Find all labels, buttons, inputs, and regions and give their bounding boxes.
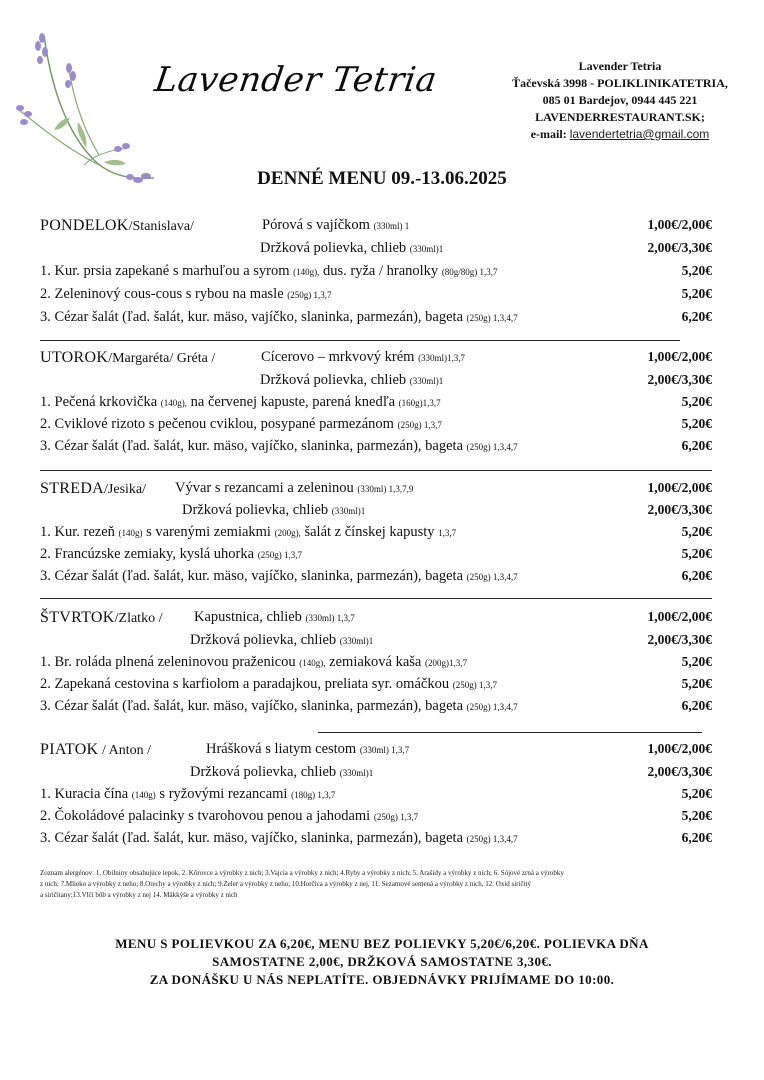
divider	[318, 732, 702, 733]
meal-price: 5,20€	[681, 546, 712, 561]
meal-price: 6,20€	[681, 698, 712, 713]
contact-email-line	[470, 126, 764, 143]
day-header-row	[40, 480, 712, 500]
divider	[40, 340, 680, 341]
divider	[40, 598, 712, 599]
meal-price: 5,20€	[681, 654, 712, 669]
meal-price: 6,20€	[681, 568, 712, 583]
meal-price: 6,20€	[681, 438, 712, 453]
meal-price: 5,20€	[681, 263, 712, 278]
meal-price: 5,20€	[681, 286, 712, 301]
meal-row: 1. Pečená krkovička (140g), na červenej kapuste, parená knedľa (160g)1,3,7 5,20€	[40, 394, 712, 410]
meal-row: 2. Čokoládové palacinky s tvarohovou penou a jahodami (250g) 1,3,7 5,20€	[40, 808, 712, 824]
soup-1: Vývar s rezancami a zeleninou (330ml) 1,3,7,9	[175, 480, 414, 496]
meal-row: 2. Zapekaná cestovina s karfiolom a paradajkou, preliata syr. omáčkou (250g) 1,3,7 5,20€	[40, 676, 712, 692]
day-name: PONDELOK	[40, 217, 129, 234]
day-header-row	[40, 349, 712, 369]
soup-2: Držková polievka, chlieb (330ml)1	[190, 632, 374, 648]
soup-2-row	[40, 372, 712, 392]
soup-1-price: 1,00€/2,00€	[647, 217, 712, 232]
menu-title: DENNÉ MENU 09.-13.06.2025	[257, 168, 507, 189]
meal-price: 5,20€	[681, 416, 712, 431]
soup-2-price: 2,00€/3,30€	[647, 764, 712, 779]
soup-2: Držková polievka, chlieb (330ml)1	[190, 764, 374, 780]
meal-price: 5,20€	[681, 808, 712, 823]
soup-1: Cícerovo – mrkvový krém (330ml)1,3,7	[261, 349, 466, 365]
day-names: /Stanislava/	[128, 219, 194, 234]
divider	[40, 470, 712, 471]
day-names: /Margaréta/ Gréta /	[108, 351, 216, 366]
day-name: UTOROK	[40, 349, 109, 366]
meal-price: 6,20€	[681, 309, 712, 324]
soup-2: Držková polievka, chlieb (330ml)1	[182, 502, 366, 518]
day-header-row	[40, 609, 712, 629]
day-header-row	[40, 741, 712, 761]
soup-2-price: 2,00€/3,30€	[647, 372, 712, 387]
meal-row: 3. Cézar šalát (ľad. šalát, kur. mäso, vajíčko, slaninka, parmezán), bageta (250g) 1,3,4,7 6,20€	[40, 830, 712, 846]
soup-1-price: 1,00€/2,00€	[647, 349, 712, 364]
soup-1: Pórová s vajíčkom (330ml) 1	[262, 217, 410, 233]
soup-1-price: 1,00€/2,00€	[647, 480, 712, 495]
day-name: STREDA	[40, 480, 105, 497]
meal-row: 1. Kur. prsia zapekané s marhuľou a syrom (140g), dus. ryža / hranolky (80g/80g) 1,3,7 5,20€	[40, 263, 712, 279]
meal-price: 5,20€	[681, 676, 712, 691]
allergen-list: Zoznam alergénov: 1. Obilniny obsahujúce lepok, 2. Kôrovce a výrobky z nich; 3.Vajcia a výrobky z nich; 4.Ryby a výrobky z nich; 5. Arašidy a výrobky z nich; 6. Sójové zrná a výrobky z nich; 7.Mlieko a výrobky z neho; 8.Orechy a výrobky z nich; 9.Zeler a výrobky z neho; 10.Horčica a výrobky z nej, 11. Sezamové semená a výrobky z nich, 12. Oxid siričitý a siričitany;13.Vlčí bôb a výrobky z nej 14. Mäkkýše a výrobky z nich	[40, 869, 564, 899]
soup-1-price: 1,00€/2,00€	[647, 609, 712, 624]
meal-row: 2. Cviklové rizoto s pečenou cviklou, posypané parmezánom (250g) 1,3,7 5,20€	[40, 416, 712, 432]
day-names: /Jesika/	[104, 482, 147, 497]
soup-2-price: 2,00€/3,30€	[647, 632, 712, 647]
soup-1: Kapustnica, chlieb (330ml) 1,3,7	[194, 609, 355, 625]
soup-2-price: 2,00€/3,30€	[647, 502, 712, 517]
day-names: /Zlatko /	[114, 611, 163, 626]
meal-row: 2. Zeleninový cous-cous s rybou na masle (250g) 1,3,7 5,20€	[40, 286, 712, 302]
day-name: ŠTVRTOK	[40, 609, 115, 626]
meal-row: 1. Br. roláda plnená zeleninovou praženicou (140g), zemiaková kaša (200g)1,3,7 5,20€	[40, 654, 712, 670]
soup-2-row	[40, 764, 712, 784]
contact-name: Lavender Tetria	[578, 59, 662, 73]
meal-price: 5,20€	[681, 394, 712, 409]
meal-row: 1. Kuracia čína (140g) s ryžovými rezancami (180g) 1,3,7 5,20€	[40, 786, 712, 802]
meal-price: 5,20€	[681, 786, 712, 801]
meal-row: 1. Kur. rezeň (140g) s varenými zemiakmi (200g), šalát z čínskej kapusty 1,3,7 5,20€	[40, 524, 712, 540]
soup-1-price: 1,00€/2,00€	[647, 741, 712, 756]
email-label: e-mail:	[530, 127, 567, 141]
meal-row: 3. Cézar šalát (ľad. šalát, kur. mäso, vajíčko, slaninka, parmezán), bageta (250g) 1,3,4,7 6,20€	[40, 309, 712, 325]
day-names: / Anton /	[102, 743, 152, 758]
contact-web: LAVENDERRESTAURANT.SK;	[535, 110, 705, 124]
contact-address: Ťačevská 3998 - POLIKLINIKATETRIA,	[512, 76, 728, 90]
day-header-row	[40, 217, 712, 237]
soup-2-row	[40, 502, 712, 522]
soup-2-row	[40, 632, 712, 652]
email-link[interactable]: lavendertetria@gmail.com	[569, 127, 710, 141]
soup-1: Hrášková s liatym cestom (330ml) 1,3,7	[206, 741, 410, 757]
soup-2-row	[40, 240, 712, 260]
meal-price: 5,20€	[681, 524, 712, 539]
meal-price: 6,20€	[681, 830, 712, 845]
menu-footer-note: MENU S POLIEVKOU ZA 6,20€, MENU BEZ POLIEVKY 5,20€/6,20€. POLIEVKA DŇA SAMOSTATNE 2,00€, DRŽKOVÁ SAMOSTATNE 3,30€. ZA DONÁŠKU U NÁS NEPLATÍTE. OBJEDNÁVKY PRIJÍMAME DO 10:00.	[115, 936, 649, 987]
meal-row: 3. Cézar šalát (ľad. šalát, kur. mäso, vajíčko, slaninka, parmezán), bageta (250g) 1,3,4,7 6,20€	[40, 438, 712, 454]
soup-2: Držková polievka, chlieb (330ml)1	[260, 372, 444, 388]
soup-2: Držková polievka, chlieb (330ml)1	[260, 240, 444, 256]
contact-city-phone: 085 01 Bardejov, 0944 445 221	[542, 93, 698, 107]
day-name: PIATOK	[40, 741, 99, 758]
meal-row: 2. Francúzske zemiaky, kyslá uhorka (250g) 1,3,7 5,20€	[40, 546, 712, 562]
restaurant-logo: Lavender Tetria	[152, 60, 440, 100]
meal-row: 3. Cézar šalát (ľad. šalát, kur. mäso, vajíčko, slaninka, parmezán), bageta (250g) 1,3,4,7 6,20€	[40, 568, 712, 584]
soup-2-price: 2,00€/3,30€	[647, 240, 712, 255]
meal-row: 3. Cézar šalát (ľad. šalát, kur. mäso, vajíčko, slaninka, parmezán), bageta (250g) 1,3,4,7 6,20€	[40, 698, 712, 714]
